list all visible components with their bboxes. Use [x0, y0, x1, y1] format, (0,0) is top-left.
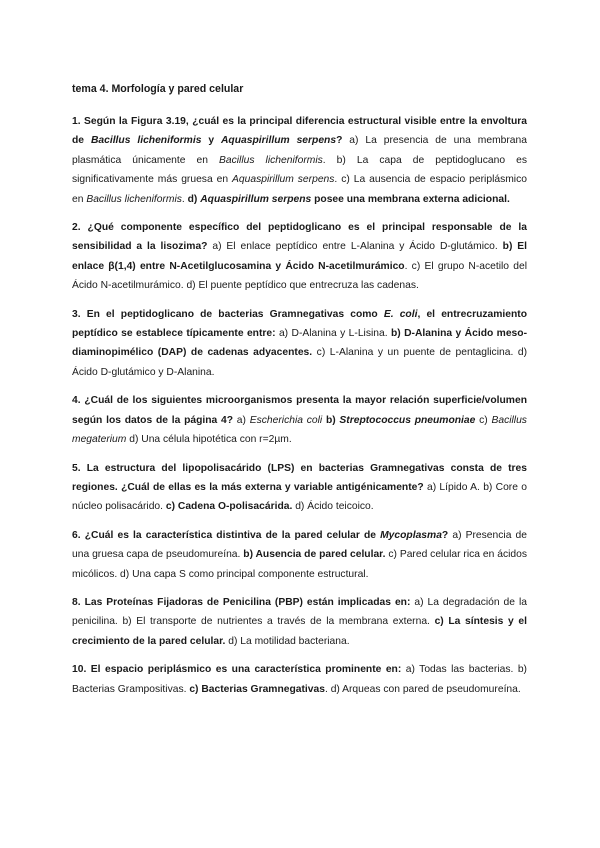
species-name: Aquaspirillum serpens [221, 135, 337, 147]
answer-options: a) D-Alanina y L-Lisina. [275, 328, 391, 340]
question-number: 1. [72, 116, 81, 127]
correct-answer: c) Cadena O-polisacárida. [165, 501, 293, 513]
correct-answer: b) Streptococcus pneumoniae [325, 414, 476, 426]
species-name: Bacillus licheniformis [219, 154, 323, 166]
question-2 [72, 218, 527, 296]
answer-options: c) L-Alanina y un puente de pentaglicina. d) Ácido D-glutámico y D-Alanina. [72, 347, 527, 378]
answer-options: a) [233, 414, 250, 426]
question-number: 6. [72, 529, 81, 541]
species-name: E. coli [383, 308, 418, 320]
question-text: ¿Qué componente específico del peptidoglicano es el principal responsable de la sensibilidad a la lisozima? [72, 222, 527, 253]
species-name: Aquaspirillum serpens [200, 193, 312, 205]
answer-options: . c) El grupo N-acetilo del Ácido N-acetilmurámico. d) El puente peptídico que entrecruza las cadenas. [72, 260, 527, 292]
answer-options: c) Pared celular rica en ácidos micólicos. d) Una capa S como principal componente estructural. [72, 549, 527, 580]
question-text: ¿Cuál de los siguientes microorganismos presenta la mayor relación superficie/volumen según los datos de la página 4? [72, 395, 527, 426]
species-name: Streptococcus pneumoniae [339, 414, 476, 426]
correct-answer: c) La síntesis y el crecimiento de la pared celular. [72, 616, 528, 647]
correct-answer: c) Bacterias Gramnegativas [189, 683, 325, 695]
answer-options: d) Ácido teicoico. [292, 501, 374, 513]
species-name: Mycoplasma [380, 529, 442, 541]
question-number: 3. [72, 308, 81, 320]
document-page [72, 82, 527, 708]
question-10 [72, 660, 527, 699]
correct-answer: b) Ausencia de pared celular. [243, 549, 386, 561]
question-number: 4. [72, 395, 81, 407]
answer-options: a) La presencia de una membrana plasmática únicamente en [72, 135, 527, 166]
answer-options: a) Lípido A. b) Core o núcleo polisacárido. [72, 481, 527, 513]
answer-options: a) Todas las bacterias. b) Bacterias Grampositivas. [72, 664, 527, 695]
question-text: La estructura del lipopolisacárido (LPS) en bacterias Gramnegativas consta de tres regiones. ¿Cuál de ellas es la más externa y variable antigénicamente? [72, 462, 527, 493]
question-text: ¿Cuál es la característica distintiva de la pared celular de Mycoplasma? [84, 529, 449, 541]
question-number: 5. [72, 462, 81, 474]
question-text: El espacio periplásmico es una característica prominente en: [90, 664, 402, 676]
species-name: Escherichia coli [249, 414, 323, 426]
question-number: 2. [72, 222, 81, 234]
correct-answer: b) El enlace β(1,4) entre N-Acetilglucosamina y Ácido N-acetilmurámico [72, 241, 528, 272]
question-3 [72, 305, 527, 383]
question-8 [72, 593, 527, 651]
question-text: En el peptidoglicano de bacterias Gramnegativas como E. coli, el entrecruzamiento peptídico se establece típicamente entre: [72, 308, 528, 340]
species-name: Bacillus licheniformis [86, 193, 182, 205]
question-6 [72, 526, 527, 584]
question-4: 4. ¿Cuál de los siguientes microorganismos presenta la mayor relación superficie/volumen según los datos de la página 4? a) Escherichia coli b) Streptococcus pneumoniae c) Bacillus megaterium d) Una célula hipotética con r=2µm. [72, 395, 527, 446]
question-5 [72, 459, 527, 517]
answer-options: d) La motilidad bacteriana. [225, 635, 350, 647]
question-number: 8. [72, 596, 81, 608]
answer-options: a) La degradación de la penicilina. b) El transporte de nutrientes a través de la membrana externa. [72, 596, 527, 628]
document-title: tema 4. Morfología y pared celular [72, 83, 244, 95]
question-1: 1. Según la Figura 3.19, ¿cuál es la principal diferencia estructural visible entre la envoltura de Bacillus licheniformis y Aquaspirillum serpens? a) La presencia de una membrana plasmática únicamente en Bacillus licheniformis. b) La capa de peptidoglucano es significativamente más gruesa en Aquaspirillum serpens. c) La ausencia de espacio periplásmico en Bacillus licheniformis. d) Aquaspirillum serpens posee una membrana externa adicional. [72, 116, 527, 205]
species-name: Bacillus megaterium [72, 414, 527, 446]
species-name: Aquaspirillum serpens [232, 174, 335, 186]
question-number: 10. [72, 664, 87, 676]
correct-answer: b) D-Alanina y Ácido meso-diaminopimélico (DAP) de cadenas adyacentes. [72, 328, 527, 359]
answer-options: a) El enlace peptídico entre L-Alanina y Ácido D-glutámico. [207, 241, 503, 253]
species-name: Bacillus licheniformis [90, 135, 202, 147]
correct-answer: d) Aquaspirillum serpens posee una membrana externa adicional. [187, 193, 510, 205]
answer-options: . d) Arqueas con pared de pseudomureína. [324, 683, 521, 695]
answer-options: a) Presencia de una gruesa capa de pseudomureína. [72, 529, 527, 561]
question-text: Según la Figura 3.19, ¿cuál es la principal diferencia estructural visible entre la envoltura de Bacillus licheniformis y Aquaspirillum serpens? [72, 116, 527, 147]
question-text: Las Proteínas Fijadoras de Penicilina (PBP) están implicadas en: [84, 596, 411, 608]
